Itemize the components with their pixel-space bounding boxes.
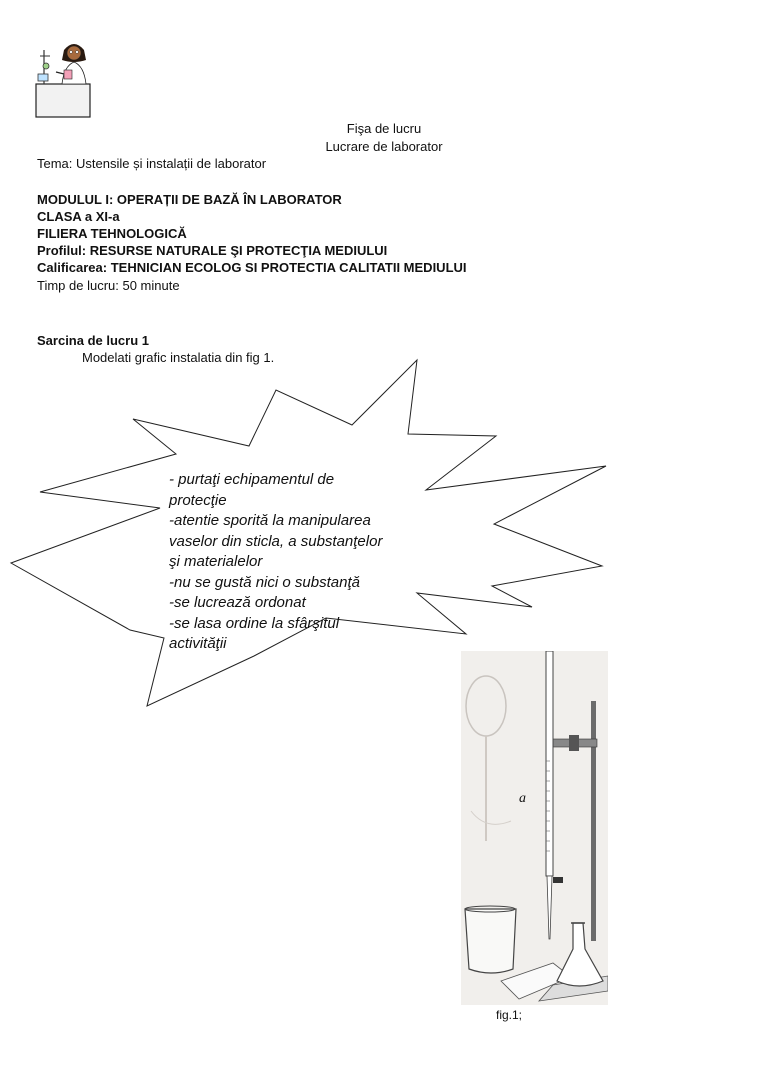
lab-apparatus-figure: [461, 651, 608, 1005]
qualification-line: Calificarea: TEHNICIAN ECOLOG SI PROTECTIA CALITATII MEDIULUI: [37, 260, 467, 275]
safety-rules-text: [169, 470, 399, 655]
safety-rule-line: -nu se gustă nici o substanţă: [169, 573, 360, 591]
safety-rule-line: şi materialelor: [169, 553, 263, 570]
class-line: CLASA a XI-a: [37, 209, 120, 224]
safety-rule-line: -atentie sporită la manipularea: [169, 512, 371, 529]
figure-caption: fig.1;: [496, 1008, 523, 1022]
theme-line: Tema: Ustensile și instalații de laborator: [37, 156, 267, 171]
safety-rule-line: vaselor din sticla, a substanţelor: [169, 532, 383, 550]
worksheet-title: Fişa de lucru: [346, 121, 422, 136]
burette-label: a: [519, 791, 526, 806]
task-heading: Sarcina de lucru 1: [37, 333, 149, 348]
safety-rule-line: -se lasa ordine la sfârşitul: [169, 614, 340, 632]
safety-rule-line: activităţii: [169, 635, 227, 652]
safety-rule-line: -se lucrează ordonat: [169, 594, 306, 611]
module-line: MODULUL I: OPERAȚII DE BAZĂ ÎN LABORATOR: [37, 192, 342, 207]
safety-rule-line: - purtaţi echipamentul de: [169, 471, 335, 488]
safety-rule-line: protecţie: [169, 491, 227, 509]
scientist-lab-icon: [34, 36, 94, 120]
work-time-line: Timp de lucru: 50 minute: [37, 278, 180, 293]
task-instruction: Modelati grafic instalatia din fig 1.: [82, 350, 275, 365]
profile-line: Profilul: RESURSE NATURALE ŞI PROTECŢIA MEDIULUI: [37, 243, 388, 258]
worksheet-subtitle: Lucrare de laborator: [325, 139, 443, 154]
track-line: FILIERA TEHNOLOGICĂ: [37, 226, 187, 241]
